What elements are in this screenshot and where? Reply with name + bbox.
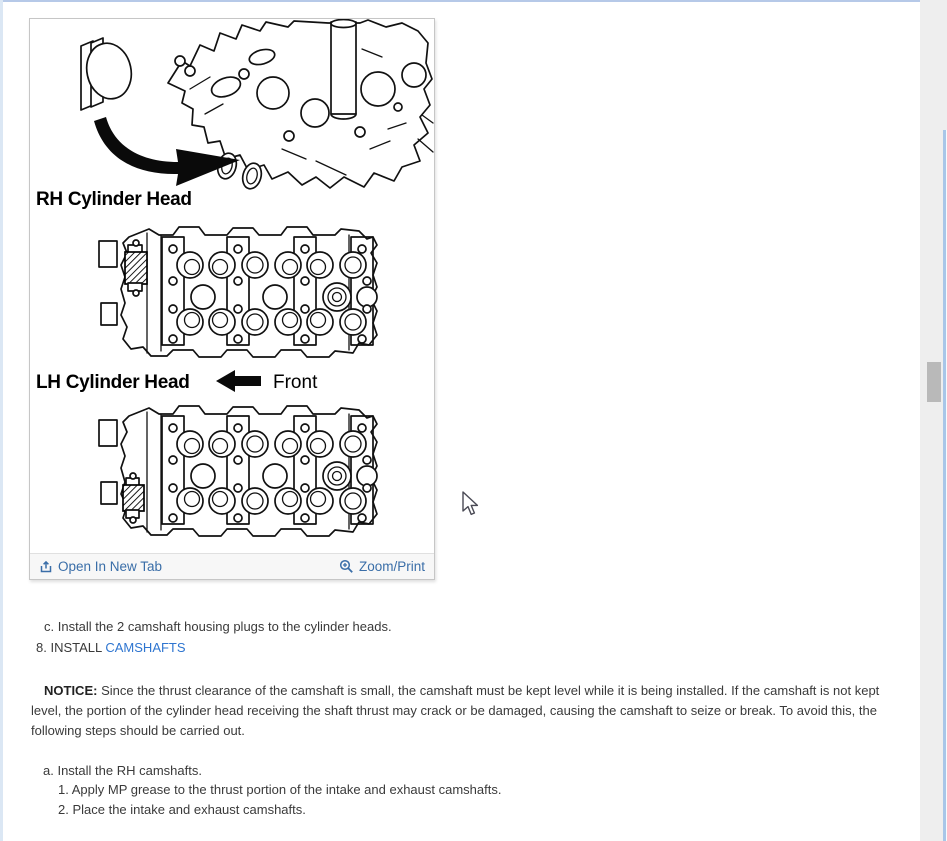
figure-footer-bar <box>30 553 434 579</box>
top-right-gutter-block <box>920 0 947 130</box>
notice-paragraph <box>31 681 908 741</box>
camshafts-link[interactable]: CAMSHAFTS <box>105 640 186 655</box>
figure-panel <box>29 18 435 580</box>
front-label: Front <box>273 372 318 393</box>
open-in-new-tab-icon <box>39 560 53 574</box>
camshaft-housing-plug-illustration <box>81 38 136 110</box>
rh-cylinder-head-label: RH Cylinder Head <box>36 189 192 210</box>
scrollbar-thumb[interactable] <box>927 362 941 402</box>
open-in-new-tab-label: Open In New Tab <box>58 559 163 574</box>
top-accent-line <box>0 0 947 2</box>
rh-head-perspective-drawing <box>81 20 433 191</box>
cylinder-head-diagram <box>30 19 434 552</box>
zoom-print-link[interactable] <box>339 559 425 574</box>
sub-step-2-line: 2. Place the intake and exhaust camshafts. <box>58 802 306 817</box>
left-edge-strip <box>0 0 3 841</box>
zoom-print-label: Zoom/Print <box>358 559 425 574</box>
notice-label: NOTICE: <box>44 683 98 698</box>
second-head-top-view <box>99 406 377 536</box>
step-c-line: c. Install the 2 camshaft housing plugs to the cylinder heads. <box>44 619 392 634</box>
front-direction-arrow <box>216 370 261 392</box>
open-in-new-tab-link[interactable] <box>39 559 162 574</box>
zoom-magnifier-icon <box>339 559 354 574</box>
lh-cylinder-head-label: LH Cylinder Head <box>36 372 190 393</box>
step-8-line <box>36 638 186 658</box>
step-a-line: a. Install the RH camshafts. <box>43 763 202 778</box>
mouse-cursor <box>461 491 481 517</box>
step-8-text: 8. INSTALL <box>36 640 102 655</box>
sub-step-1-line: 1. Apply MP grease to the thrust portion of the intake and exhaust camshafts. <box>58 782 502 797</box>
notice-text: Since the thrust clearance of the camshaft is small, the camshaft must be kept level while it is being installed. If the camshaft is not kept level, the portion of the cylinder head receiving the shaft thrust may crack or be damaged, causing the camshaft to seize or break. To avoid this, the following steps should be carried out. <box>31 683 880 738</box>
